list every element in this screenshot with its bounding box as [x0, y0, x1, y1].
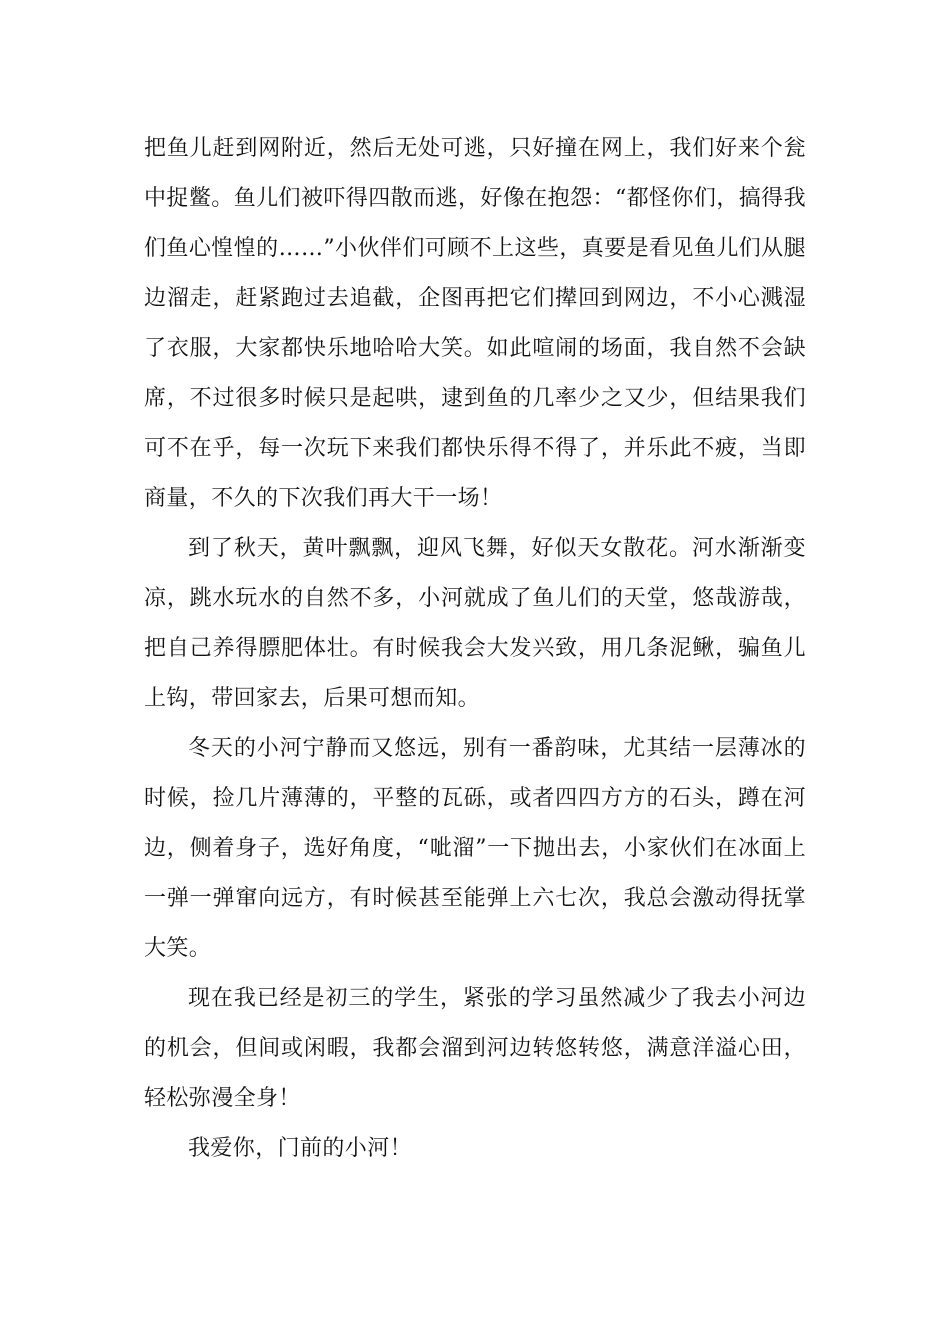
paragraph-closing: 我爱你，门前的小河！: [188, 1136, 413, 1161]
paragraph-autumn: 到了秋天，黄叶飘飘，迎风飞舞，好似天女散花。河水渐渐变凉，跳水玩水的自然不多，小河就成了鱼儿们的天堂，悠哉游哉，把自己养得膘肥体壮。有时候我会大发兴致，用几条泥鳅，骗鱼儿上钩，带回家去，后果可想而知。: [144, 536, 806, 711]
paragraph-present: 现在我已经是初三的学生，紧张的学习虽然减少了我去小河边的机会，但间或闲暇，我都会溜到河边转悠转悠，满意洋溢心田，轻松弥漫全身！: [144, 986, 806, 1111]
document-body: [144, 124, 806, 1174]
paragraph-fishing-continued: 把鱼儿赶到网附近，然后无处可逃，只好撞在网上，我们好来个瓮中捉鳖。鱼儿们被吓得四散而逃，好像在抱怨：“都怪你们，搞得我们鱼心惶惶的……”小伙伴们可顾不上这些，真要是看见鱼儿们从腿边溜走，赶紧跑过去追截，企图再把它们撵回到网边，不小心溅湿了衣服，大家都快乐地哈哈大笑。如此喧闹的场面，我自然不会缺席，不过很多时候只是起哄，逮到鱼的几率少之又少，但结果我们可不在乎，每一次玩下来我们都快乐得不得了，并乐此不疲，当即商量，不久的下次我们再大干一场！: [144, 136, 806, 511]
paragraph-winter: 冬天的小河宁静而又悠远，别有一番韵味，尤其结一层薄冰的时候，捡几片薄薄的，平整的瓦砾，或者四四方方的石头，蹲在河边，侧着身子，选好角度，“呲溜”一下抛出去，小家伙们在冰面上一弹一弹窜向远方，有时候甚至能弹上六七次，我总会激动得抚掌大笑。: [144, 736, 806, 961]
